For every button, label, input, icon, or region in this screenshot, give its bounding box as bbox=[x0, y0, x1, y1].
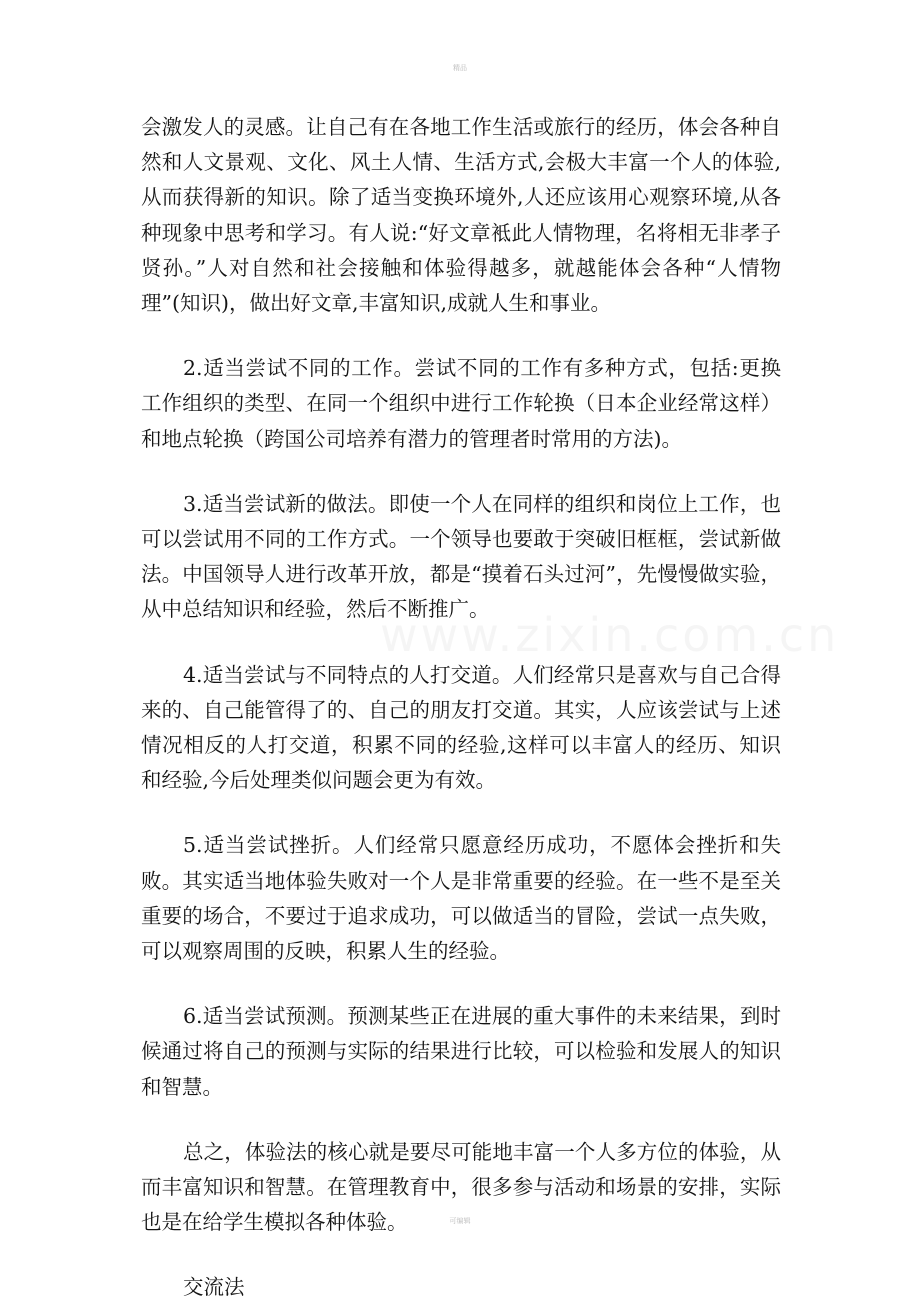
header-mark: 精品 bbox=[453, 64, 467, 72]
watermark: www.zixin.com.cn bbox=[380, 608, 840, 662]
paragraph-item-5: 5.适当尝试挫折。人们经常只愿意经历成功，不愿体会挫折和失败。其实适当地体验失败对一个人是非常重要的经验。在一些不是至关重要的场合，不要过于追求成功，可以做适当的冒险，尝试一点失败，可以观察周围的反映，积累人生的经验。 bbox=[141, 833, 781, 964]
paragraph-summary: 总之，体验法的核心就是要尽可能地丰富一个人多方位的体验，从而丰富知识和智慧。在管理教育中，很多参与活动和场景的安排，实际也是在给学生模拟各种体验。 bbox=[141, 1139, 781, 1235]
document-body bbox=[141, 110, 781, 1306]
section-heading: 交流法 bbox=[183, 1275, 245, 1300]
paragraph-item-3: 3.适当尝试新的做法。即使一个人在同样的组织和岗位上工作，也可以尝试用不同的工作方式。一个领导也要敢于突破旧框框，尝试新做法。中国领导人进行改革开放，都是“摸着石头过河”，先慢慢做实验，从中总结知识和经验，然后不断推广。 bbox=[141, 491, 781, 622]
footer-mark: 可编辑 bbox=[449, 1217, 471, 1225]
paragraph-item-4: 4.适当尝试与不同特点的人打交道。人们经常只是喜欢与自己合得来的、自己能管得了的、自己的朋友打交道。其实，人应该尝试与上述情况相反的人打交道，积累不同的经验,这样可以丰富人的经历、知识和经验,今后处理类似问题会更为有效。 bbox=[141, 662, 781, 793]
paragraph-intro: 会激发人的灵感。让自己有在各地工作生活或旅行的经历，体会各种自然和人文景观、文化、风土人情、生活方式,会极大丰富一个人的体验,从而获得新的知识。除了适当变换环境外,人还应该用心观察环境,从各种现象中思考和学习。有人说:“好文章袛此人情物理，名将相无非孝子贤孙。”人对自然和社会接触和体验得越多，就越能体会各种“人情物理”(知识)，做出好文章,丰富知识,成就人生和事业。 bbox=[141, 115, 781, 316]
paragraph-item-2: 2.适当尝试不同的工作。尝试不同的工作有多种方式，包括:更换工作组织的类型、在同一个组织中进行工作轮换（日本企业经常这样）和地点轮换（跨国公司培养有潜力的管理者时常用的方法)。 bbox=[141, 356, 781, 451]
paragraph-item-6: 6.适当尝试预测。预测某些正在进展的重大事件的未来结果，到时候通过将自己的预测与实际的结果进行比较，可以检验和发展人的知识和智慧。 bbox=[141, 1004, 781, 1099]
